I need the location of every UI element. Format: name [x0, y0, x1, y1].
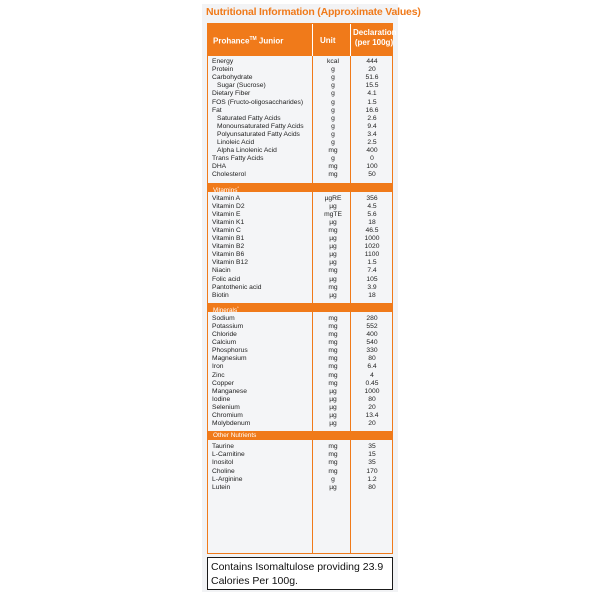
nutrition-panel [202, 4, 421, 592]
nutrient-unit: µg [329, 235, 337, 242]
table-row [208, 227, 392, 235]
nutrient-unit: mg [328, 331, 338, 338]
nutrient-unit: mg [328, 371, 338, 379]
nutrient-unit: µg [329, 387, 337, 395]
nutrient-value: 35 [368, 443, 376, 451]
table-row [208, 468, 392, 476]
nutrient-unit: mg [328, 226, 338, 234]
nutrient-value: 3.9 [367, 283, 377, 291]
table-row [208, 347, 392, 355]
nutrient-name: Protein [212, 66, 234, 74]
nutrient-value: 400 [366, 147, 378, 155]
nutrient-value: 80 [368, 395, 376, 403]
header-divider [312, 24, 313, 56]
table-row [208, 195, 392, 203]
nutrient-unit: µg [329, 251, 337, 259]
nutrient-unit: g [331, 475, 335, 483]
nutrient-value: 1.5 [367, 98, 377, 106]
nutrient-name: Vitamin A [212, 194, 241, 202]
nutrient-value: 1100 [364, 251, 380, 259]
nutrient-unit: mg [328, 363, 338, 371]
header-product: Prohance™ Junior [213, 36, 284, 46]
table-row [208, 284, 392, 292]
nutrient-unit: mg [328, 467, 338, 475]
nutrient-value: 20 [368, 66, 376, 74]
nutrient-name: Chromium [212, 412, 243, 419]
nutrient-name: Vitamin E [212, 210, 241, 218]
nutrient-name: Alpha Linolenic Acid [217, 147, 277, 155]
table-row [208, 90, 392, 98]
nutrient-value: 1.2 [367, 475, 377, 483]
nutrient-name: Lutein [212, 483, 231, 491]
nutrient-name: Niacin [212, 267, 231, 275]
nutrient-value: 105 [366, 275, 378, 283]
nutrient-value: 540 [366, 339, 378, 347]
nutrient-unit: µgRE [324, 194, 342, 202]
nutrient-value: 46.5 [365, 226, 379, 234]
table-row [208, 476, 392, 484]
nutrient-value: 552 [366, 322, 378, 330]
table-row [208, 420, 392, 428]
column-divider [350, 56, 351, 553]
table-row [208, 315, 392, 323]
nutrient-unit: mg [328, 347, 338, 355]
table-row [208, 58, 392, 66]
nutrient-name: Sodium [212, 314, 235, 322]
nutrient-name: Folic acid [212, 275, 241, 283]
nutrient-unit: g [331, 66, 335, 74]
nutrient-name: Iron [212, 363, 224, 371]
nutrient-value: 15.5 [365, 82, 379, 90]
nutrient-unit: µg [329, 420, 337, 428]
nutrient-name: Chloride [212, 331, 237, 338]
nutrient-name: Zinc [212, 371, 225, 379]
nutrient-name: Calcium [212, 339, 237, 347]
nutrient-unit: kcal [327, 58, 339, 65]
nutrient-unit: µg [329, 403, 337, 411]
nutrient-value: 50 [368, 171, 376, 179]
nutrient-name: Phosphorus [212, 347, 248, 355]
nutrient-name: Dietary Fiber [212, 90, 251, 98]
table-row [208, 155, 392, 163]
table-row [208, 203, 392, 211]
nutrient-unit: mg [328, 339, 338, 347]
table-row [208, 292, 392, 300]
header-unit: Unit [320, 36, 336, 45]
table-row [208, 139, 392, 147]
section-heading: Other Nutrients [208, 431, 392, 440]
nutrient-name: Biotin [212, 291, 229, 299]
nutrient-unit: mg [328, 443, 338, 451]
table-row [208, 251, 392, 259]
table-row [208, 363, 392, 371]
nutrient-name: Sugar (Sucrose) [217, 82, 266, 90]
table-row [208, 459, 392, 467]
nutrient-name: Vitamin B12 [212, 259, 248, 267]
nutrient-unit: g [331, 122, 335, 130]
nutrient-value: 7.4 [367, 267, 377, 275]
nutrient-value: 0 [370, 155, 374, 163]
nutrient-name: L-Arginine [212, 475, 243, 483]
nutrient-value: 100 [366, 163, 378, 171]
table-row [208, 243, 392, 251]
nutrient-name: Inositol [212, 459, 234, 467]
nutrient-name: Selenium [212, 403, 240, 411]
nutrient-unit: mg [328, 163, 338, 171]
nutrient-value: 1000 [364, 387, 380, 395]
nutrition-table [207, 23, 397, 554]
nutrient-name: Polyunsaturated Fatty Acids [217, 130, 300, 138]
table-row [208, 339, 392, 347]
nutrient-unit: g [331, 82, 335, 90]
isomaltulose-note: Contains Isomaltulose providing 23.9 Calories Per 100g. [207, 557, 393, 590]
nutrient-unit: µg [329, 259, 337, 267]
nutrient-unit: µg [329, 202, 337, 210]
nutrient-name: Iodine [212, 395, 231, 403]
table-row [208, 171, 392, 179]
table-row [208, 131, 392, 139]
nutrient-name: Trans Fatty Acids [212, 155, 264, 163]
table-row [208, 259, 392, 267]
header-declaration: Declaration (per 100g) [353, 28, 397, 47]
nutrient-name: Vitamin B2 [212, 243, 245, 251]
nutrient-value: 20 [368, 420, 376, 428]
table-row [208, 412, 392, 420]
nutrient-name: Choline [212, 467, 235, 475]
table-row [208, 99, 392, 107]
nutrient-name: Vitamin K1 [212, 218, 245, 226]
nutrient-unit: mg [328, 322, 338, 330]
nutrient-unit: mg [328, 147, 338, 155]
table-row [208, 276, 392, 284]
table-row [208, 380, 392, 388]
nutrition-title: Nutritional Information (Approximate Values) [206, 6, 421, 18]
table-row [208, 82, 392, 90]
nutrient-unit: mg [328, 379, 338, 387]
nutrient-value: 400 [366, 331, 378, 338]
nutrient-name: Vitamin C [212, 226, 241, 234]
nutrient-name: Saturated Fatty Acids [217, 114, 281, 122]
table-row [208, 451, 392, 459]
nutrient-value: 51.6 [365, 74, 379, 82]
nutrient-value: 6.4 [367, 363, 377, 371]
nutrient-name: Copper [212, 379, 234, 387]
nutrient-name: L-Carnitine [212, 451, 245, 459]
table-row [208, 107, 392, 115]
nutrient-value: 80 [368, 355, 376, 363]
nutrient-value: 170 [366, 467, 378, 475]
nutrient-value: 18 [368, 218, 376, 226]
table-row [208, 147, 392, 155]
nutrient-unit: mg [328, 459, 338, 467]
table-row [208, 443, 392, 451]
nutrient-unit: mgTE [324, 210, 342, 218]
nutrient-unit: g [331, 139, 335, 146]
nutrient-name: Fat [212, 106, 222, 114]
nutrient-name: Taurine [212, 443, 234, 451]
nutrient-name: Pantothenic acid [212, 283, 262, 291]
nutrient-name: Magnesium [212, 355, 247, 363]
nutrient-name: DHA [212, 163, 227, 171]
nutrient-unit: µg [329, 218, 337, 226]
nutrient-unit: µg [329, 291, 337, 299]
nutrient-value: 4.5 [367, 202, 377, 210]
nutrient-value: 4 [370, 371, 374, 379]
nutrient-value: 15 [368, 451, 376, 459]
nutrient-value: 1.5 [367, 259, 377, 267]
nutrient-name: Manganese [212, 387, 247, 395]
nutrient-value: 330 [366, 347, 378, 355]
table-row [208, 355, 392, 363]
nutrient-unit: mg [328, 283, 338, 291]
nutrient-value: 4.1 [367, 90, 377, 98]
nutrient-unit: µg [329, 483, 337, 491]
nutrient-unit: g [331, 155, 335, 163]
nutrient-unit: g [331, 98, 335, 106]
table-row [208, 331, 392, 339]
table-header [208, 24, 397, 56]
nutrient-name: Vitamin D2 [212, 202, 245, 210]
nutrient-unit: µg [329, 412, 337, 419]
nutrient-unit: mg [328, 171, 338, 179]
header-divider [350, 24, 351, 56]
section-heading: Minerals* [208, 303, 392, 312]
table-row [208, 404, 392, 412]
nutrient-name: Linoleic Acid [217, 139, 255, 146]
nutrient-value: 2.5 [367, 139, 377, 146]
nutrient-unit: mg [328, 314, 338, 322]
nutrient-value: 20 [368, 403, 376, 411]
table-row [208, 372, 392, 380]
table-row [208, 235, 392, 243]
nutrient-value: 356 [366, 194, 378, 202]
table-row [208, 267, 392, 275]
nutrient-unit: mg [328, 355, 338, 363]
nutrient-unit: mg [328, 267, 338, 275]
nutrient-value: 35 [368, 459, 376, 467]
table-row [208, 388, 392, 396]
nutrient-value: 13.4 [365, 412, 379, 419]
table-row [208, 396, 392, 404]
nutrient-value: 444 [366, 58, 378, 65]
table-row [208, 219, 392, 227]
nutrient-name: Energy [212, 58, 234, 65]
table-row [208, 163, 392, 171]
table-row [208, 323, 392, 331]
nutrient-value: 1000 [364, 235, 380, 242]
nutrient-value: 9.4 [367, 122, 377, 130]
nutrient-unit: g [331, 114, 335, 122]
nutrient-unit: g [331, 90, 335, 98]
nutrient-name: Molybdenum [212, 420, 251, 428]
nutrient-value: 1020 [364, 243, 380, 251]
nutrient-unit: g [331, 106, 335, 114]
table-row [208, 123, 392, 131]
column-divider [312, 56, 313, 553]
nutrient-unit: g [331, 74, 335, 82]
nutrient-value: 18 [368, 291, 376, 299]
nutrient-value: 5.6 [367, 210, 377, 218]
nutrient-unit: µg [329, 243, 337, 251]
nutrient-value: 80 [368, 483, 376, 491]
nutrient-value: 16.6 [365, 106, 379, 114]
nutrient-name: FOS (Fructo-oligosaccharides) [212, 98, 304, 106]
nutrient-unit: g [331, 130, 335, 138]
table-row [208, 484, 392, 492]
nutrient-name: Monounsaturated Fatty Acids [217, 122, 304, 130]
nutrient-unit: µg [329, 275, 337, 283]
nutrient-name: Vitamin B1 [212, 235, 245, 242]
nutrient-name: Carbohydrate [212, 74, 253, 82]
nutrient-value: 3.4 [367, 130, 377, 138]
table-row [208, 66, 392, 74]
nutrient-name: Vitamin B6 [212, 251, 245, 259]
nutrient-unit: mg [328, 451, 338, 459]
nutrient-unit: µg [329, 395, 337, 403]
table-row [208, 211, 392, 219]
nutrient-name: Cholesterol [212, 171, 246, 179]
nutrient-value: 0.45 [365, 379, 379, 387]
table-row [208, 115, 392, 123]
table-row [208, 74, 392, 82]
nutrient-value: 2.6 [367, 114, 377, 122]
section-heading: Vitamins* [208, 183, 392, 192]
nutrient-value: 280 [366, 314, 378, 322]
nutrient-name: Potassium [212, 322, 244, 330]
